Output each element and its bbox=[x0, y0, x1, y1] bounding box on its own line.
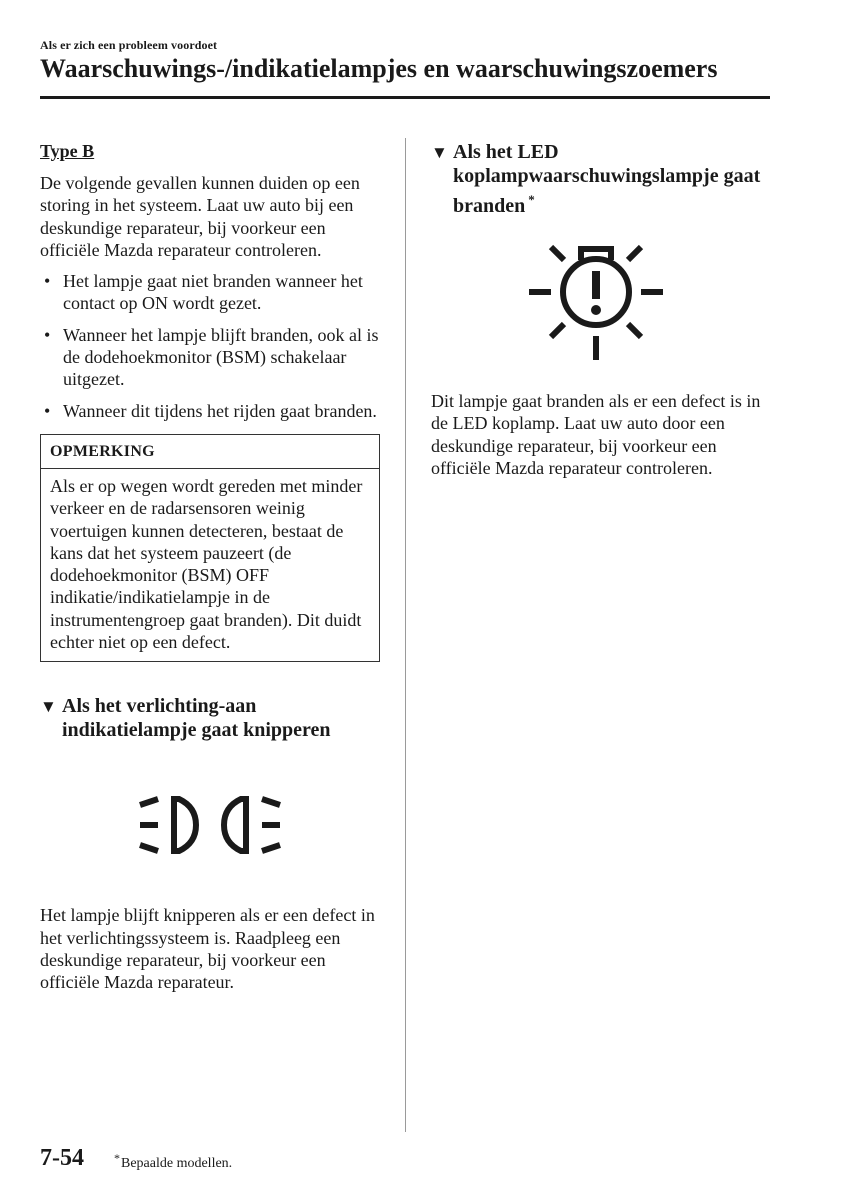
note-box bbox=[40, 434, 380, 662]
right-column bbox=[431, 140, 771, 479]
bullet-icon: • bbox=[44, 324, 51, 345]
asterisk-mark: * bbox=[528, 192, 535, 207]
list-item bbox=[40, 400, 380, 422]
bullet-text: Wanneer dit tijdens het rijden gaat branden. bbox=[63, 400, 377, 421]
triangle-marker-icon: ▼ bbox=[431, 143, 448, 162]
lighting-heading bbox=[40, 694, 382, 742]
led-paragraph: Dit lampje gaat branden als er een defect is in de LED koplamp. Laat uw auto door een deskundige reparateur, bij voorkeur een officiële Mazda reparateur controleren. bbox=[431, 391, 761, 478]
footnote-asterisk: * bbox=[114, 1151, 120, 1165]
triangle-marker-icon: ▼ bbox=[40, 697, 57, 717]
type-heading: Type B bbox=[40, 141, 95, 161]
footnote-text: Bepaalde modellen. bbox=[121, 1156, 233, 1171]
bullet-icon: • bbox=[44, 271, 51, 292]
left-column bbox=[40, 140, 380, 994]
lighting-heading-text: Als het verlichting-aan indikatielampje gaat knipperen bbox=[62, 695, 331, 742]
bullet-icon: • bbox=[44, 400, 51, 421]
title-rule bbox=[40, 96, 770, 99]
note-heading: OPMERKING bbox=[41, 435, 379, 469]
lighting-paragraph: Het lampje blijft knipperen als er een defect in het verlichtingssysteem is. Raadpleeg een deskundige reparateur, bij voorkeur een officiële Mazda reparateur. bbox=[40, 905, 375, 993]
led-heading bbox=[431, 140, 783, 218]
section-label: Als er zich een probleem voordoet bbox=[40, 38, 218, 52]
intro-paragraph: De volgende gevallen kunnen duiden op een storing in het systeem. Laat uw auto bij een deskundige reparateur, bij voorkeur een officiële Mazda reparateur controleren. bbox=[40, 173, 360, 260]
led-heading-text: Als het LED koplampwaarschuwingslampje gaat branden bbox=[453, 141, 761, 217]
bullet-text: Wanneer het lampje blijft branden, ook al is de dodehoekmonitor (BSM) schakelaar uitgezet. bbox=[63, 324, 379, 390]
bullet-text: Het lampje gaat niet branden wanneer het contact op ON wordt gezet. bbox=[63, 271, 363, 314]
bullet-list bbox=[40, 270, 380, 422]
footnote bbox=[114, 1151, 232, 1172]
page-title: Waarschuwings-/indikatielampjes en waarschuwingszoemers bbox=[40, 54, 718, 83]
page-number: 7-54 bbox=[40, 1145, 84, 1171]
led-headlight-warning-icon bbox=[529, 238, 669, 366]
lighting-on-indicator-icon bbox=[130, 782, 290, 862]
note-body bbox=[41, 469, 379, 661]
list-item bbox=[40, 324, 380, 391]
column-divider bbox=[405, 138, 406, 1132]
list-item bbox=[40, 270, 380, 315]
lighting-icon-wrap bbox=[40, 782, 380, 862]
led-icon-wrap bbox=[431, 238, 771, 366]
note-text: Als er op wegen wordt gereden met minder verkeer en de radarsensoren weinig voertuigen kunnen detecteren, bestaat de kans dat het systeem pauzeert (de dodehoekmonitor (BSM) OFF indikatie/indikatielampje in de instrumentengroep gaat branden). Dit duidt echter niet op een defect. bbox=[50, 475, 363, 653]
